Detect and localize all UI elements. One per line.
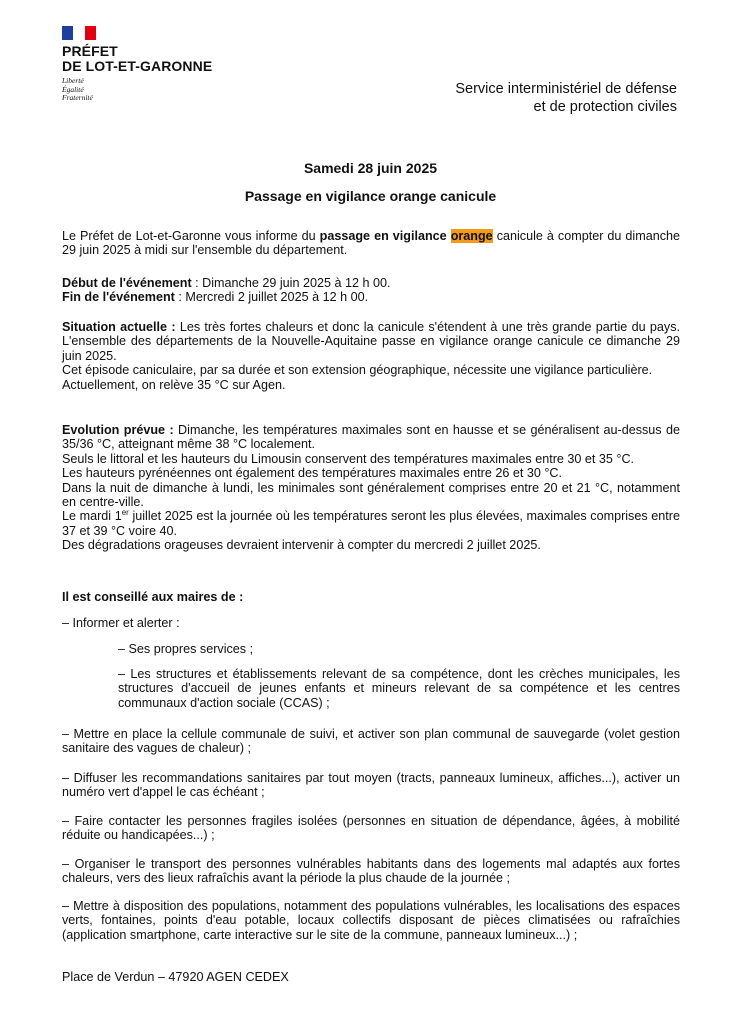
advice-sub-services: – Ses propres services ; [118,642,254,656]
prefet-line2: DE LOT-ET-GARONNE [62,58,213,74]
evolution-text1: Dimanche, les températures maximales sont en hausse et se généralisent au-dessus de 35/36 °C, atteignant même 38 °C localement. [62,423,680,452]
motto-liberte: Liberté [62,76,84,85]
intro-highlight: orange [450,229,493,243]
prefet-line1: PRÉFET [62,43,118,59]
situation-text3: Actuellement, on relève 35 °C sur Agen. [62,377,286,392]
motto-fraternite: Fraternité [62,93,93,102]
situation-section [62,320,680,392]
advice-item-transport: – Organiser le transport des personnes vulnérables habitants dans des logements mal adaptés aux fortes chaleurs, vers des lieux rafraîchis avant la période la plus chaude de la journée ; [62,857,680,886]
evolution-text5-start: Le mardi 1 [62,509,122,524]
evolution-label: Evolution prévue : [62,423,174,437]
event-start-label: Début de l'événement [62,276,192,290]
evolution-text2: Seuls le littoral et les hauteurs du Limousin conservent des températures maximales entre 30 et 35 °C. [62,451,635,466]
document-date: Samedi 28 juin 2025 [303,160,438,176]
service-line1: Service interministériel de défense [455,81,677,97]
document-subject: Passage en vigilance orange canicule [244,188,497,204]
evolution-text3: Les hauteurs pyrénéennes ont également des températures maximales entre 26 et 30 °C. [62,466,562,481]
marianne-flag-icon [62,26,96,40]
service-name [455,80,677,116]
situation-text2: Cet épisode caniculaire, par sa durée et son extension géographique, nécessite une vigilance particulière. [62,363,653,378]
intro-bold: passage en vigilance [319,229,447,243]
advice-item-contacter: – Faire contacter les personnes fragiles isolées (personnes en situation de dépendance, âgées, à mobilité réduite ou handicapées...) ; [62,814,680,843]
event-end-value: : Mercredi 2 juillet 2025 à 12 h 00. [174,290,369,305]
advice-item-diffuser: – Diffuser les recommandations sanitaires par tout moyen (tracts, panneaux lumineux, affiches...), activer un numéro vert d'appel le cas échéant ; [62,771,680,800]
motto-egalite: Égalité [62,84,84,94]
evolution-text5-end: juillet 2025 est la journée où les températures seront les plus élevées, maximales comprises entre 37 et 39 °C voire 40. [62,509,680,538]
event-dates [62,276,680,305]
intro-text-end: canicule à compter du dimanche 29 juin 2025 à midi sur l'ensemble du département. [62,229,681,258]
republic-motto [62,77,252,103]
intro-text-start: Le Préfet de Lot-et-Garonne vous informe du [62,229,320,243]
situation-text1: Les très fortes chaleurs et donc la canicule s'étendent à une très grande partie du pays. L'ensemble des départements de la Nouvelle-Aquitaine passe en vigilance orange canicule ce dimanche 29 juin 2025. [62,320,680,363]
footer-address: Place de Verdun – 47920 AGEN CEDEX [62,970,289,984]
evolution-text5-sup: er [121,508,129,518]
advice-item-cellule: – Mettre en place la cellule communale de suivi, et activer son plan communal de sauvegarde (volet gestion sanitaire des vagues de chaleur) ; [62,727,680,756]
evolution-section [62,423,680,553]
event-end-label: Fin de l'événement [62,290,175,305]
prefecture-name [62,44,252,74]
evolution-text6: Des dégradations orageuses devraient intervenir à compter du mercredi 2 juillet 2025. [62,538,541,553]
advice-heading: Il est conseillé aux maires de : [62,590,244,604]
intro-paragraph [62,229,680,258]
prefecture-logo [62,26,252,103]
situation-label: Situation actuelle : [62,320,176,334]
service-line2: et de protection civiles [533,99,677,115]
evolution-text4: Dans la nuit de dimanche à lundi, les minimales sont généralement comprises entre 20 et 21 °C, notamment en centre-ville. [62,480,680,510]
advice-item-disposition: – Mettre à disposition des populations, notamment des populations vulnérables, les localisations des espaces verts, fontaines, points d'eau potable, locaux collectifs disposant de pièces climatisées ou rafraîchies (application smartphone, carte interactive sur le site de la commune, panneaux lumineux...) ; [62,899,680,942]
event-start-value: : Dimanche 29 juin 2025 à 12 h 00. [191,276,391,290]
advice-item-inform: – Informer et alerter : [62,616,180,630]
advice-sub-structures: – Les structures et établissements relevant de sa compétence, dont les crèches municipales, les structures d'accueil de jeunes enfants et mineurs relevant de sa compétence et les centres communaux d'action sociale (CCAS) ; [118,667,680,710]
